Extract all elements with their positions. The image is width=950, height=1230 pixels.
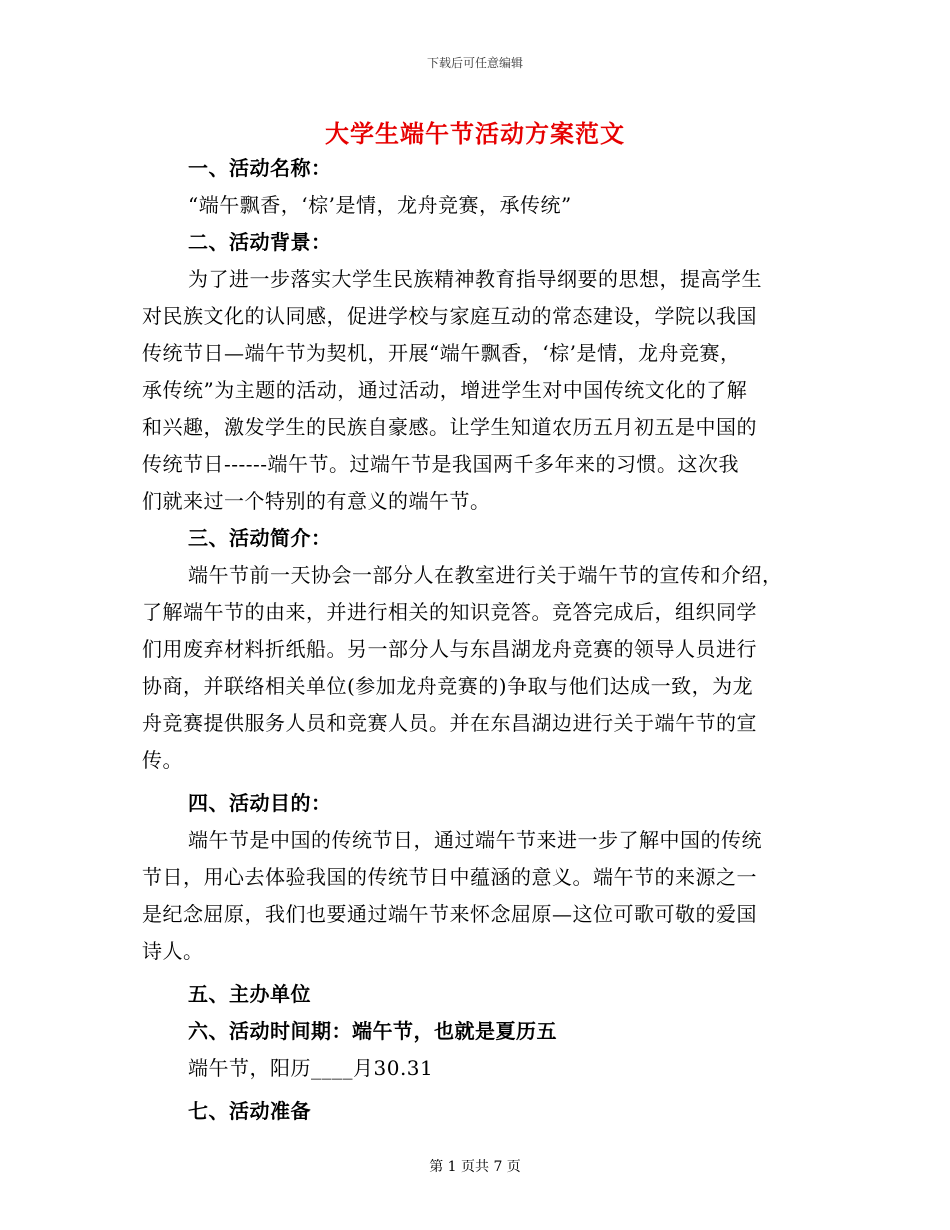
section-heading-preparation: 七、活动准备 [188,1099,311,1123]
paragraph-line: 协商，并联络相关单位(参加龙舟竞赛的)争取与他们达成一致，为龙 [142,674,754,698]
paragraph-line: 承传统”为主题的活动，通过活动，增进学生对中国传统文化的了解 [142,378,748,402]
section-heading-organizer: 五、主办单位 [188,982,311,1006]
paragraph-line: 为了进一步落实大学生民族精神教育指导纲要的思想，提高学生 [188,267,762,291]
paragraph-line: 传统节日------端午节。过端午节是我国两千多年来的习惯。这次我 [142,452,740,476]
section-heading-background: 二、活动背景： [188,230,332,254]
paragraph-line: 们就来过一个特别的有意义的端午节。 [142,489,491,513]
section-heading-summary: 三、活动简介： [188,526,332,550]
paragraph-line: 传统节日—端午节为契机，开展“端午飘香，‘棕’是情，龙舟竞赛， [142,341,741,365]
paragraph-line: 舟竞赛提供服务人员和竞赛人员。并在东昌湖边进行关于端午节的宣 [142,711,757,735]
paragraph-line: “端午飘香，‘棕’是情，龙舟竞赛，承传统” [188,193,572,217]
paragraph-line: 了解端午节的由来，并进行相关的知识竞答。竞答完成后，组织同学 [142,600,757,624]
paragraph-line: 是纪念屈原，我们也要通过端午节来怀念屈原—这位可歌可敬的爱国 [142,902,757,926]
section-heading-name: 一、活动名称： [188,156,332,180]
page-footer: 第 1 页共 7 页 [429,1159,521,1175]
paragraph-line: 端午节是中国的传统节日，通过端午节来进一步了解中国的传统 [188,828,762,852]
section-heading-purpose: 四、活动目的： [188,791,332,815]
paragraph-line: 节日，用心去体验我国的传统节日中蕴涵的意义。端午节的来源之一 [142,865,757,889]
page-header-note: 下载后可任意编辑 [426,56,523,70]
document-body [142,150,802,1130]
paragraph-line: 端午节，阳历____月30.31 [188,1056,434,1080]
paragraph-line: 传。 [142,748,183,772]
section-heading-time: 六、活动时间期：端午节，也就是夏历五 [188,1019,557,1043]
paragraph-line: 诗人。 [142,939,204,963]
paragraph-line: 和兴趣，激发学生的民族自豪感。让学生知道农历五月初五是中国的 [142,415,757,439]
paragraph-line: 对民族文化的认同感，促进学校与家庭互动的常态建设，学院以我国 [142,304,757,328]
paragraph-line: 端午节前一天协会一部分人在教室进行关于端午节的宣传和介绍， [188,563,783,587]
paragraph-line: 们用废弃材料折纸船。另一部分人与东昌湖龙舟竞赛的领导人员进行 [142,637,757,661]
document-title: 大学生端午节活动方案范文 [325,119,625,148]
